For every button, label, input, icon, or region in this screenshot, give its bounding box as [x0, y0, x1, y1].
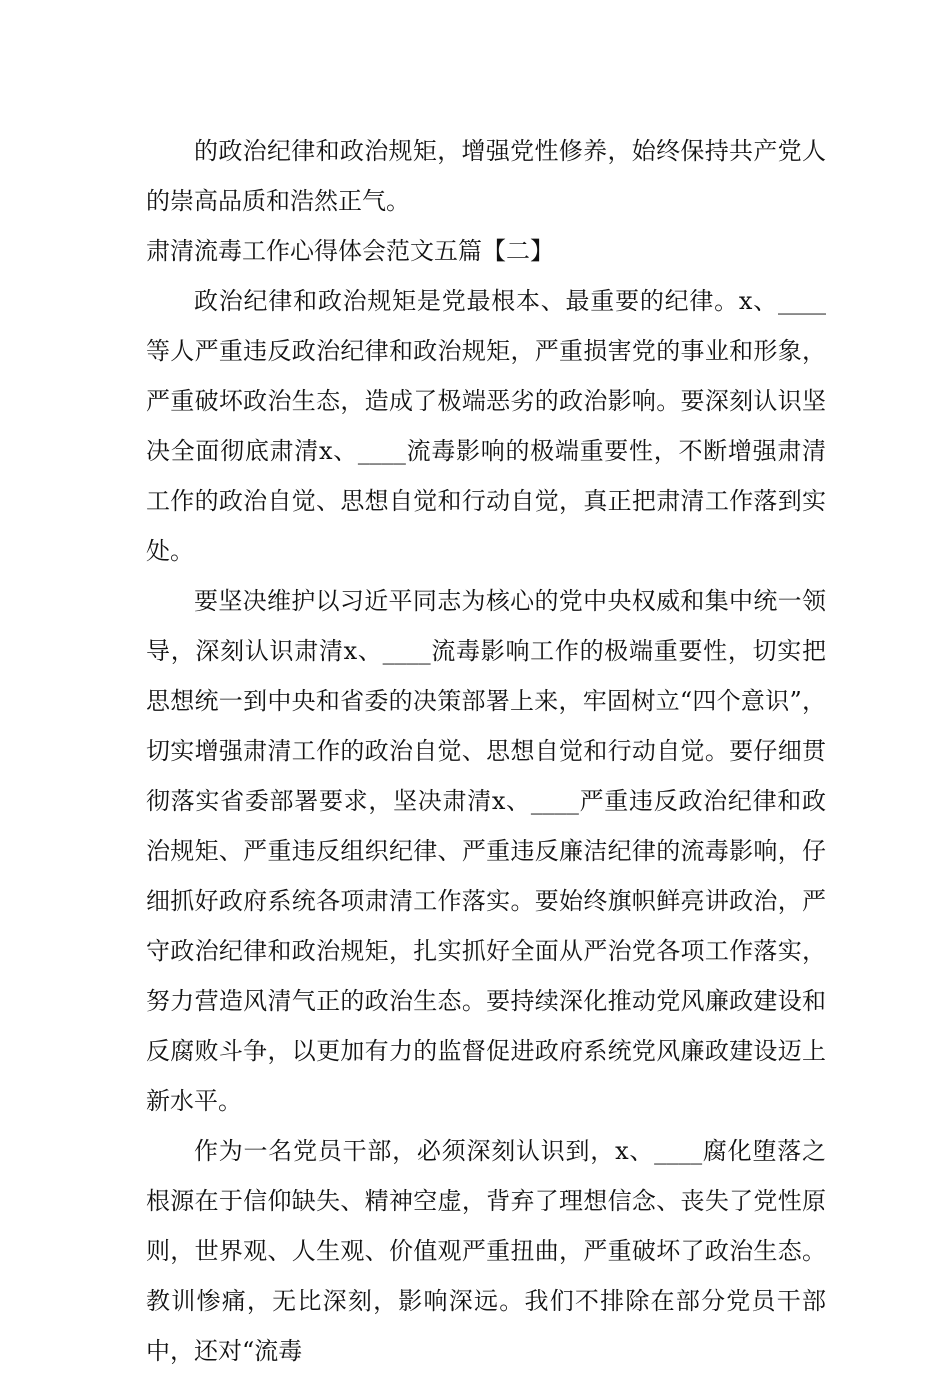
- body-paragraph-2: 要坚决维护以习近平同志为核心的党中央权威和集中统一领导，深刻认识肃清x、____流毒影响工作的极端重要性，切实把思想统一到中央和省委的决策部署上来，牢固树立“四个意识”，切实增强肃清工作的政治自觉、思想自觉和行动自觉。要仔细贯彻落实省委部署要求，坚决肃清x、____严重违反政治纪律和政治规矩、严重违反组织纪律、严重违反廉洁纪律的流毒影响，仔细抓好政府系统各项肃清工作落实。要始终旗帜鲜亮讲政治，严守政治纪律和政治规矩，扎实抓好全面从严治党各项工作落实，努力营造风清气正的政治生态。要持续深化推动党风廉政建设和反腐败斗争，以更加有力的监督促进政府系统党风廉政建设迈上新水平。: [146, 587, 826, 1115]
- document-page: [146, 126, 826, 1376]
- section-heading: 肃清流毒工作心得体会范文五篇【二】: [146, 237, 554, 265]
- continuation-paragraph: 的政治纪律和政治规矩，增强党性修养，始终保持共产党人的崇高品质和浩然正气。: [146, 137, 826, 215]
- body-paragraph-1: 政治纪律和政治规矩是党最根本、最重要的纪律。x、____等人严重违反政治纪律和政治规矩，严重损害党的事业和形象，严重破坏政治生态，造成了极端恶劣的政治影响。要深刻认识坚决全面彻底肃清x、____流毒影响的极端重要性，不断增强肃清工作的政治自觉、思想自觉和行动自觉，真正把肃清工作落到实处。: [146, 287, 826, 565]
- body-paragraph-3: 作为一名党员干部，必须深刻认识到，x、____腐化堕落之根源在于信仰缺失、精神空虚，背弃了理想信念、丧失了党性原则，世界观、人生观、价值观严重扭曲，严重破坏了政治生态。教训惨痛，无比深刻，影响深远。我们不排除在部分党员干部中，还对“流毒: [146, 1137, 826, 1365]
